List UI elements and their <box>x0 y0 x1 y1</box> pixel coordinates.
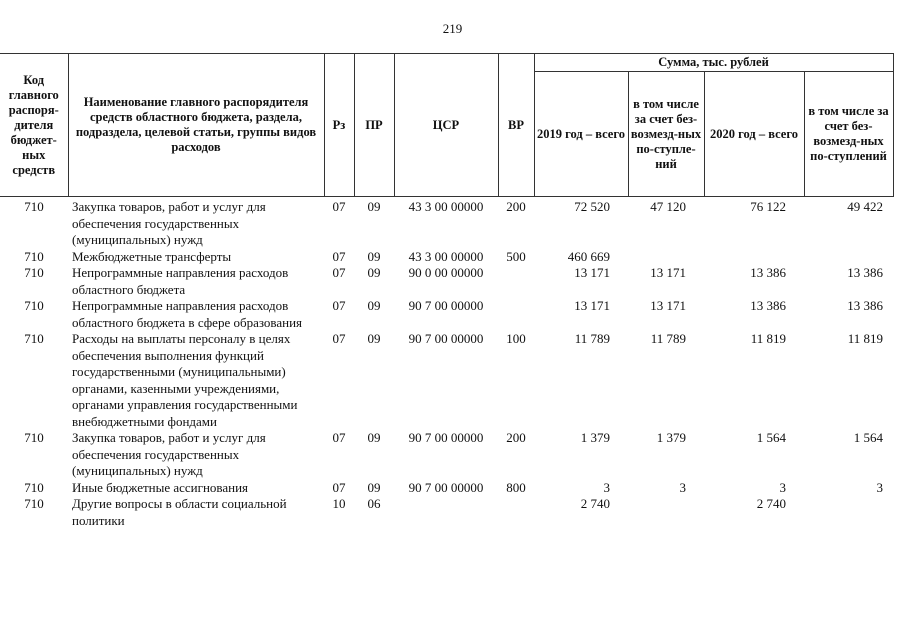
incl-2020-cell: 13 386 <box>847 265 884 280</box>
rz-cell: 10 <box>332 496 346 511</box>
kod-cell: 710 <box>24 265 44 280</box>
vr-cell <box>498 496 534 529</box>
kod-cell: 710 <box>24 298 44 313</box>
rz-cell: 07 <box>332 479 346 495</box>
incl-2019-cell: 1 379 <box>656 430 686 445</box>
table-row <box>0 496 893 529</box>
csr-cell <box>394 496 498 529</box>
amount-2019-cell: 13 171 <box>574 298 610 313</box>
table-row <box>0 298 893 331</box>
budget-table <box>0 53 894 529</box>
name-cell: Межбюджетные трансферты <box>72 248 232 264</box>
header-kod: Код главного распоря-дителя бюджет-ных средств <box>0 54 68 197</box>
incl-2019-cell: 13 171 <box>650 298 686 313</box>
rz-cell: 07 <box>332 248 346 264</box>
pr-cell: 09 <box>367 298 381 313</box>
vr-cell <box>498 298 534 331</box>
rz-cell: 07 <box>332 199 346 214</box>
header-csr: ЦСР <box>394 54 498 197</box>
amount-2020-cell: 3 <box>779 479 786 495</box>
vr-cell: 800 <box>506 479 526 495</box>
table-row <box>0 249 893 266</box>
header-pr: ПР <box>354 54 394 197</box>
kod-cell: 710 <box>24 496 44 511</box>
name-cell: Непрограммные направления расходов областного бюджета <box>72 265 289 297</box>
incl-2019-cell: 13 171 <box>650 265 686 280</box>
header-2020-total: 2020 год – всего <box>704 72 804 197</box>
header-vr: ВР <box>498 54 534 197</box>
table-row <box>0 197 893 249</box>
header-2019-total: 2019 год – всего <box>534 72 628 197</box>
amount-2019-cell: 72 520 <box>574 199 610 214</box>
table-row <box>0 331 893 430</box>
name-cell: Непрограммные направления расходов областного бюджета в сфере образования <box>72 298 303 330</box>
pr-cell: 09 <box>367 248 381 264</box>
amount-2019-cell: 11 789 <box>574 331 610 346</box>
amount-2019-cell: 13 171 <box>574 265 610 280</box>
incl-2020-cell: 1 564 <box>853 430 884 445</box>
amount-2020-cell: 13 386 <box>750 265 786 280</box>
header-rz: Рз <box>324 54 354 197</box>
amount-2020-cell <box>704 249 804 266</box>
table-row <box>0 480 893 497</box>
table-row <box>0 430 893 480</box>
rz-cell: 07 <box>332 265 346 280</box>
header-2020-incl: в том числе за счет без-возмезд-ных по-ступлений <box>804 72 893 197</box>
table-row <box>0 265 893 298</box>
amount-2020-cell: 13 386 <box>750 298 786 313</box>
csr-cell: 43 3 00 00000 <box>408 199 484 214</box>
amount-2020-cell: 1 564 <box>756 430 786 445</box>
name-cell: Закупка товаров, работ и услуг для обеспечения государственных (муниципальных) нужд <box>72 430 266 478</box>
vr-cell: 200 <box>506 199 526 214</box>
incl-2020-cell <box>804 496 893 529</box>
incl-2020-cell <box>804 249 893 266</box>
amount-2019-cell: 1 379 <box>580 430 610 445</box>
kod-cell: 710 <box>24 430 44 445</box>
vr-cell: 100 <box>506 331 526 346</box>
incl-2020-cell: 11 819 <box>847 331 884 346</box>
header-summa: Сумма, тыс. рублей <box>534 54 893 72</box>
csr-cell: 90 7 00 00000 <box>408 331 484 346</box>
vr-cell: 200 <box>506 430 526 445</box>
rz-cell: 07 <box>332 430 346 445</box>
csr-cell: 90 7 00 00000 <box>408 479 484 495</box>
incl-2019-cell <box>628 496 704 529</box>
pr-cell: 06 <box>367 496 381 511</box>
amount-2019-cell: 3 <box>603 479 610 495</box>
name-cell: Иные бюджетные ассигнования <box>72 479 249 495</box>
rz-cell: 07 <box>332 298 346 313</box>
csr-cell: 90 0 00 00000 <box>408 265 484 280</box>
csr-cell: 43 3 00 00000 <box>408 248 484 264</box>
incl-2019-cell: 3 <box>679 479 686 495</box>
incl-2019-cell: 11 789 <box>650 331 686 346</box>
amount-2020-cell: 2 740 <box>756 496 786 511</box>
amount-2019-cell: 2 740 <box>580 496 610 511</box>
pr-cell: 09 <box>367 331 381 346</box>
csr-cell: 90 7 00 00000 <box>408 430 484 445</box>
pr-cell: 09 <box>367 199 381 214</box>
csr-cell: 90 7 00 00000 <box>408 298 484 313</box>
kod-cell: 710 <box>24 331 44 346</box>
name-cell: Закупка товаров, работ и услуг для обеспечения государственных (муниципальных) нужд <box>72 199 266 247</box>
amount-2020-cell: 11 819 <box>750 331 786 346</box>
name-cell: Другие вопросы в области социальной политики <box>72 496 287 528</box>
incl-2020-cell: 3 <box>876 479 884 495</box>
vr-cell: 500 <box>506 248 526 264</box>
kod-cell: 710 <box>24 479 44 495</box>
page-number: 219 <box>442 21 463 36</box>
incl-2019-cell <box>628 249 704 266</box>
rz-cell: 07 <box>332 331 346 346</box>
pr-cell: 09 <box>367 479 381 495</box>
incl-2019-cell: 47 120 <box>650 199 686 214</box>
amount-2020-cell: 76 122 <box>750 199 786 214</box>
incl-2020-cell: 13 386 <box>847 298 884 313</box>
header-name: Наименование главного распорядителя средств областного бюджета, раздела, подраздела, целевой статьи, группы видов расходов <box>68 54 324 197</box>
kod-cell: 710 <box>24 248 44 264</box>
amount-2019-cell: 460 669 <box>567 248 610 264</box>
name-cell: Расходы на выплаты персоналу в целях обеспечения выполнения функций государственными (муниципальными) органами, казенными учреждениями, органами управления государственными внебюджетными фондами <box>72 331 298 429</box>
table-body <box>0 197 893 530</box>
kod-cell: 710 <box>24 199 44 214</box>
header-2019-incl: в том числе за счет без-возмезд-ных по-ступле-ний <box>628 72 704 197</box>
pr-cell: 09 <box>367 430 381 445</box>
pr-cell: 09 <box>367 265 381 280</box>
incl-2020-cell: 49 422 <box>847 199 884 214</box>
vr-cell <box>498 265 534 298</box>
